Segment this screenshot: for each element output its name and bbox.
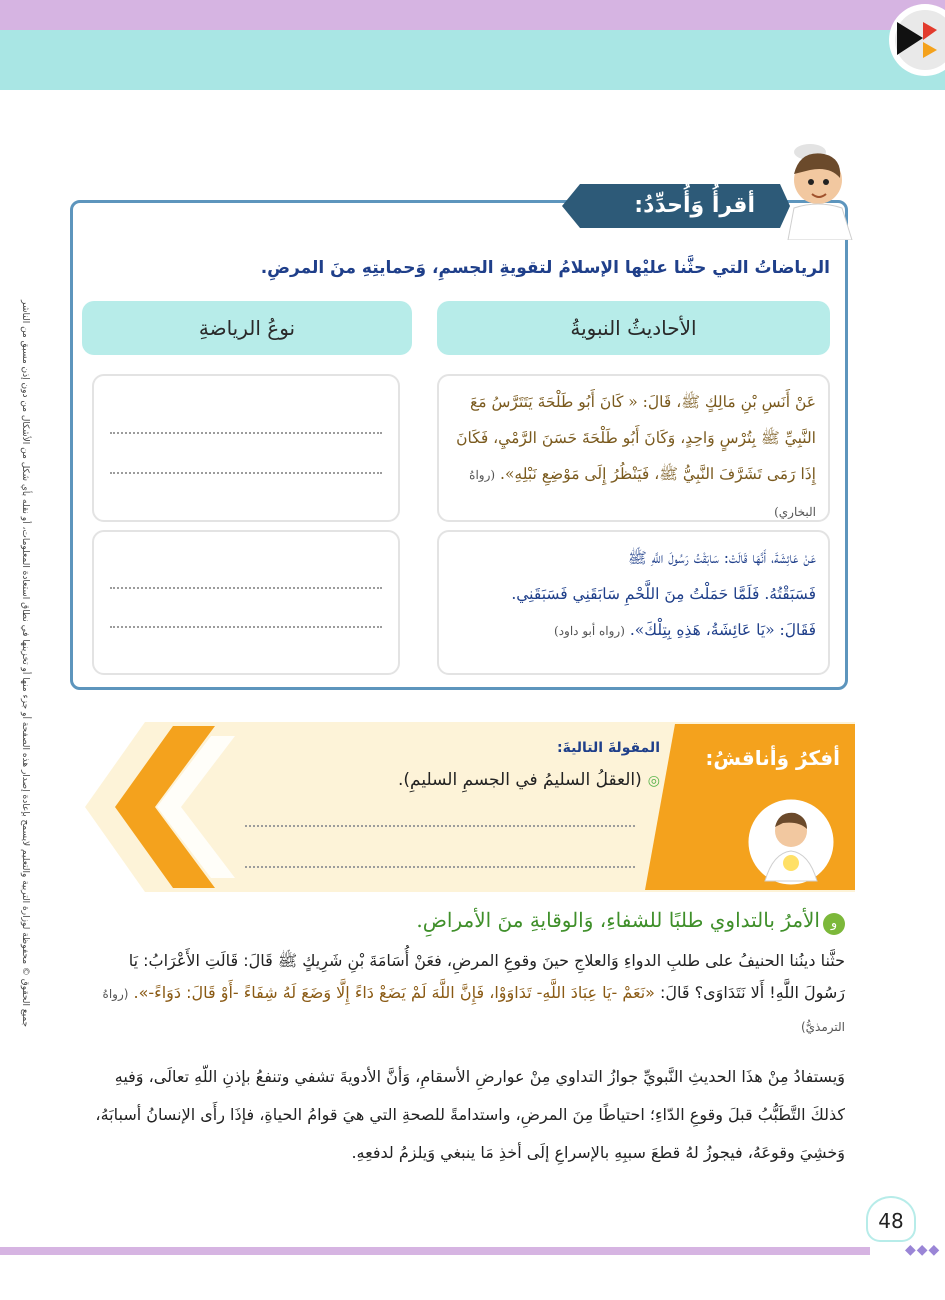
column-header-hadith: الأحاديثُ النبويةُ bbox=[437, 301, 830, 355]
hadith-2-line-3: فَقَالَ: «يَا عَائِشَةُ، هَذِهِ بِتِلْكَ». bbox=[629, 621, 816, 639]
topic-letter-badge: و bbox=[823, 913, 845, 935]
paragraph-hadith bbox=[85, 945, 845, 1045]
hadith-2-line-1: عَنْ عَائِشَةَ، أَنَّهَا قَالَتْ: سَابَقْتُ رَسُولَ اللَّهِ ﷺ bbox=[628, 549, 816, 567]
top-banner-purple bbox=[0, 0, 945, 30]
paragraph-1-intro: حثَّنا دينُنا الحنيفُ على طلبِ الدواءِ وَالعلاجِ حينَ وقوعِ المرضِ، فعَنْ أُسَامَةَ بْنِ شَرِيكٍ ﷺ قَالَ: قَالَتِ الأَعْرَابُ: يَا رَسُولَ اللَّهِ! أَلا نَتَدَاوَى؟ قَالَ: bbox=[128, 951, 845, 1002]
answer-line[interactable] bbox=[110, 587, 382, 589]
side-copyright bbox=[0, 300, 40, 1300]
boy-reading-icon bbox=[780, 130, 860, 240]
think-quote-text: (العقلُ السليمُ في الجسمِ السليمِ). bbox=[397, 770, 642, 790]
answer-line[interactable] bbox=[110, 432, 382, 434]
page-number: 48 bbox=[866, 1196, 916, 1242]
hadith-1-source: (رواهُ البخاري) bbox=[469, 468, 816, 519]
column-header-sport: نوعُ الرياضةِ bbox=[82, 301, 412, 355]
read-section-title: أقرأُ وَأُحدِّدُ: bbox=[634, 193, 755, 218]
top-banner-teal bbox=[0, 30, 945, 90]
footer-bar bbox=[0, 1247, 870, 1255]
paragraph-1-hadith: «نَعَمْ -يَا عِبَادَ اللَّهِ- تَدَاوَوْا، فَإِنَّ اللَّهَ لَمْ يَضَعْ دَاءً إِلَّا وَضَعَ لَهُ شِفَاءً -أَوْ قَالَ: دَوَاءً-». bbox=[133, 983, 655, 1002]
copyright-text: جميع الحقوق © محفوظة لوزارة التربية والتعليم لايسمح بإعادة إصدار هذه الصفحة أو جزء منها أو تخزينها في نطاق استعادة المعلومات، أو نقله بأي شكل من الأشكال من دون إذن مسبق من الناشر bbox=[20, 300, 30, 1028]
hadith-2-source: (رواه أبو داود) bbox=[554, 624, 625, 638]
sport-answer-card-2 bbox=[92, 530, 400, 675]
boy-lightbulb-icon bbox=[743, 797, 839, 887]
answer-line[interactable] bbox=[110, 626, 382, 628]
think-section-title: أفكرُ وَأناقشُ: bbox=[705, 746, 840, 770]
footer-dots-icon: ◆◆◆ bbox=[905, 1242, 941, 1258]
paragraph-explanation: وَيستفادُ مِنْ هذَا الحديثِ النَّبويِّ جوازُ التداوي مِنْ عوارضِ الأسقامِ، وَأنَّ الأدويةَ تشفي وتنفعُ بإذنِ اللّهِ تعالَى، وَفيهِ كذلكَ التَّطَبُّبُ قبلَ وقوعِ الدّاءِ؛ احتياطًا مِنَ المرضِ، واستدامةً للصحةِ التي هيَ قوامُ الحياةِ، فإذَا رأَى الإنسانُ أسبابَهُ، وَخشِيَ وقوعَهُ، فيجوزُ لهُ قطعَ سببِهِ بالإسراعِ إلَى أخذِ مَا ينبغي وَيلزمُ لدفعِهِ. bbox=[95, 1067, 845, 1162]
hadith-2-line-2: فَسَبَقْتُهُ. فَلَمَّا حَمَلْتُ مِنَ اللَّحْمِ سَابَقَنِي فَسَبَقَنِي. bbox=[511, 585, 816, 603]
sport-answer-card-1 bbox=[92, 374, 400, 522]
read-instruction: الرياضاتُ التي حثَّنا عليْها الإسلامُ لتقويةِ الجسمِ، وَحمايتِهِ منَ المرضِ. bbox=[260, 258, 830, 278]
topic-title: الأمرُ بالتداوي طلبًا للشفاءِ، وَالوقايةِ منَ الأمراضِ. bbox=[416, 908, 820, 932]
hadith-card-2 bbox=[437, 530, 830, 675]
answer-line[interactable] bbox=[245, 825, 635, 827]
flower-ornament-icon bbox=[875, 0, 945, 92]
think-quote bbox=[330, 770, 660, 800]
hadith-card-1 bbox=[437, 374, 830, 522]
answer-line[interactable] bbox=[110, 472, 382, 474]
answer-line[interactable] bbox=[245, 866, 635, 868]
paragraph-1-source: (رواهُ الترمذيُّ) bbox=[102, 987, 845, 1034]
target-bullet-icon: ◎ bbox=[647, 773, 660, 789]
think-quote-label: المقولةَ التاليةَ: bbox=[556, 740, 660, 756]
hadith-1-text: عَنْ أَنَسِ بْنِ مَالِكٍ ﷺ، قَالَ: « كَانَ أَبُو طَلْحَةَ يَتَتَرَّسُ مَعَ النَّبِيِّ ﷺ بِتُرْسٍ وَاحِدٍ، وَكَانَ أَبُو طَلْحَةَ حَسَنَ الرَّمْيِ، فَكَانَ إِذَا رَمَى تَشَرَّفَ النَّبِيُّ ﷺ، فَيَنْظُرُ إِلَى مَوْضِعِ نَبْلِهِ». bbox=[456, 393, 816, 483]
